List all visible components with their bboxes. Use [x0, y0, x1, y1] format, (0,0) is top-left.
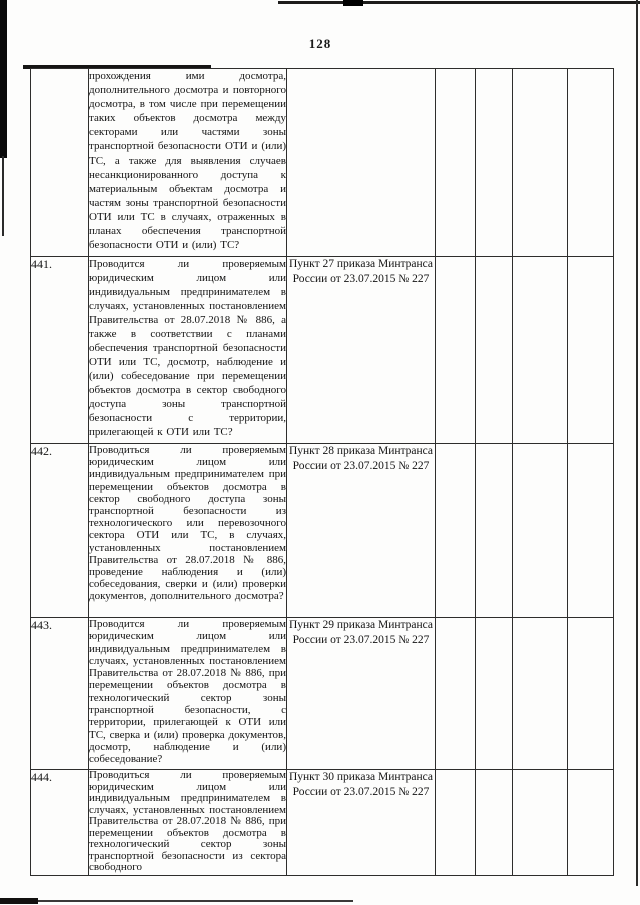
answer-cell: [568, 69, 614, 257]
table-row: [31, 257, 614, 444]
scan-artifact-left-bar: [0, 0, 7, 158]
answer-cell: [476, 69, 513, 257]
answer-cell: [436, 257, 476, 444]
question-cell: прохождения ими досмотра, дополнительного досмотра и повторного досмотра, в том числе при перемещении таких объектов досмотра между секторами или частями зоны транспортной безопасности ОТИ и (или) ТС, а также для выявления случаев несанкционированного доступа к материальным объектам досмотра и частям зоны транспортной безопасности ОТИ или ТС в случаях, отраженных в планах обеспечения транспортной безопасности ОТИ и (или) ТС?: [89, 69, 287, 257]
question-cell: Проводиться ли проверяемым юридическим лицом или индивидуальным предпринимателем в случаях, установленных постановлением Правительства от 28.07.2018 № 886, при перемещении объектов досмотра в технологический сектор зоны транспортной безопасности из сектора свободного: [89, 770, 287, 876]
answer-cell: [513, 618, 568, 770]
answer-cell: [476, 444, 513, 618]
reference-cell: [287, 69, 436, 257]
table-row: [31, 444, 614, 618]
table-row: [31, 618, 614, 770]
answer-cell: [436, 770, 476, 876]
row-number-cell: 443.: [31, 618, 89, 770]
scan-artifact-top-blob: [343, 0, 363, 6]
answer-cell: [436, 69, 476, 257]
reference-cell: Пункт 30 приказа Минтранса России от 23.07.2015 № 227: [287, 770, 436, 876]
answer-cell: [513, 444, 568, 618]
answer-cell: [513, 770, 568, 876]
answer-cell: [476, 618, 513, 770]
answer-cell: [568, 618, 614, 770]
row-number-cell: [31, 69, 89, 257]
question-cell: Проводится ли проверяемым юридическим лицом или индивидуальным предпринимателем в случаях, установленных постановлением Правительства от 28.07.2018 № 886, а также в соответствии с планами обеспечения транспортной безопасности ОТИ или ТС, досмотр, наблюдение и (или) собеседование при перемещении объектов досмотра в сектор свободного доступа зоны транспортной безопасности с территории, прилегающей к ОТИ или ТС?: [89, 257, 287, 444]
page-number: 128: [308, 36, 332, 51]
answer-cell: [476, 770, 513, 876]
question-cell: Проводится ли проверяемым юридическим лицом или индивидуальным предпринимателем в случаях, установленных постановлением Правительства от 28.07.2018 № 886, при перемещении объектов досмотра в технологический сектор зоны транспортной безопасности, с территории, прилегающей к ОТИ или ТС, сверка и (или) проверка документов, досмотр, наблюдение и (или) собеседование?: [89, 618, 287, 770]
reference-cell: Пункт 27 приказа Минтранса России от 23.07.2015 № 227: [287, 257, 436, 444]
checklist-table: [30, 68, 614, 876]
scan-artifact-top-line: [278, 1, 640, 4]
answer-cell: [436, 444, 476, 618]
row-number-cell: 441.: [31, 257, 89, 444]
answer-cell: [568, 770, 614, 876]
reference-cell: Пункт 28 приказа Минтранса России от 23.07.2015 № 227: [287, 444, 436, 618]
row-number-cell: 442.: [31, 444, 89, 618]
answer-cell: [568, 444, 614, 618]
scan-artifact-right-line: [636, 0, 638, 886]
table-row: [31, 770, 614, 876]
scan-artifact-left-line: [2, 156, 4, 236]
scan-artifact-bottom-bar: [0, 898, 38, 904]
question-cell: Проводиться ли проверяемым юридическим лицом или индивидуальным предпринимателем при перемещении объектов досмотра в сектор свободного доступа зоны транспортной безопасности из технологического или перевозочного сектора ОТИ или ТС, в случаях, установленных постановлением Правительства от 28.07.2018 № 886, проведение наблюдения и (или) собеседования, сверки и (или) проверки документов, дополнительного досмотра?: [89, 444, 287, 618]
table-row: [31, 69, 614, 257]
answer-cell: [568, 257, 614, 444]
answer-cell: [513, 257, 568, 444]
answer-cell: [513, 69, 568, 257]
answer-cell: [476, 257, 513, 444]
row-number-cell: 444.: [31, 770, 89, 876]
reference-cell: Пункт 29 приказа Минтранса России от 23.07.2015 № 227: [287, 618, 436, 770]
answer-cell: [436, 618, 476, 770]
scan-artifact-bottom-line: [38, 900, 353, 902]
